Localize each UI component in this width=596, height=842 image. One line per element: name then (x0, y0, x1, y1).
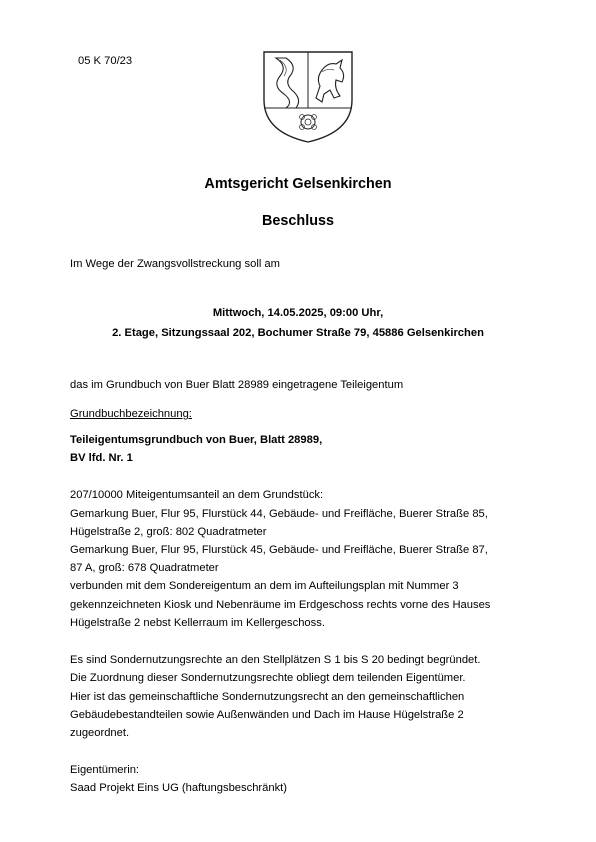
description-line: Gemarkung Buer, Flur 95, Flurstück 44, Gebäude- und Freifläche, Buerer Straße 85, (70, 508, 488, 520)
rights-line: Es sind Sondernutzungsrechte an den Stellplätzen S 1 bis S 20 bedingt begründet. (70, 654, 481, 666)
rights-line: Hier ist das gemeinschaftliche Sondernutzungsrecht an den gemeinschaftlichen (70, 691, 465, 703)
appointment-place: 2. Etage, Sitzungssaal 202, Bochumer Straße 79, 45886 Gelsenkirchen (112, 327, 484, 339)
grundbuch-line: Teileigentumsgrundbuch von Buer, Blatt 28989, (70, 434, 323, 446)
rights-line: Die Zuordnung dieser Sondernutzungsrechte obliegt dem teilenden Eigentümer. (70, 672, 466, 684)
grundbuch-line: BV lfd. Nr. 1 (70, 452, 133, 464)
grundbuch-label: Grundbuchbezeichnung: (70, 408, 192, 420)
description-line: verbunden mit dem Sondereigentum an dem im Aufteilungsplan mit Nummer 3 (70, 580, 459, 592)
owner-label: Eigentümerin: (70, 764, 140, 776)
coat-of-arms-nrw-icon (258, 48, 358, 144)
rights-line: Gebäudebestandteilen sowie Außenwänden und Dach im Hause Hügelstraße 2 (70, 709, 464, 721)
owner-name: Saad Projekt Eins UG (haftungsbeschränkt) (70, 782, 288, 794)
rights-line: zugeordnet. (70, 727, 130, 739)
description-line: Hügelstraße 2 nebst Kellerraum im Kellergeschoss. (70, 617, 325, 629)
intro-text: Im Wege der Zwangsvollstreckung soll am (70, 258, 280, 270)
description-line: 207/10000 Miteigentumsanteil an dem Grundstück: (70, 489, 324, 501)
description-line: Gemarkung Buer, Flur 95, Flurstück 45, Gebäude- und Freifläche, Buerer Straße 87, (70, 544, 488, 556)
description-line: Hügelstraße 2, groß: 802 Quadratmeter (70, 526, 267, 538)
document-heading: Beschluss (262, 213, 334, 229)
description-line: 87 A, groß: 678 Quadratmeter (70, 562, 219, 574)
object-text: das im Grundbuch von Buer Blatt 28989 eingetragene Teileigentum (70, 379, 404, 391)
appointment-date: Mittwoch, 14.05.2025, 09:00 Uhr, (212, 307, 384, 319)
court-name: Amtsgericht Gelsenkirchen (204, 176, 392, 192)
description-line: gekennzeichneten Kiosk und Nebenräume im Erdgeschoss rechts vorne des Hauses (70, 599, 491, 611)
aktenzeichen: 05 K 70/23 (78, 55, 133, 67)
